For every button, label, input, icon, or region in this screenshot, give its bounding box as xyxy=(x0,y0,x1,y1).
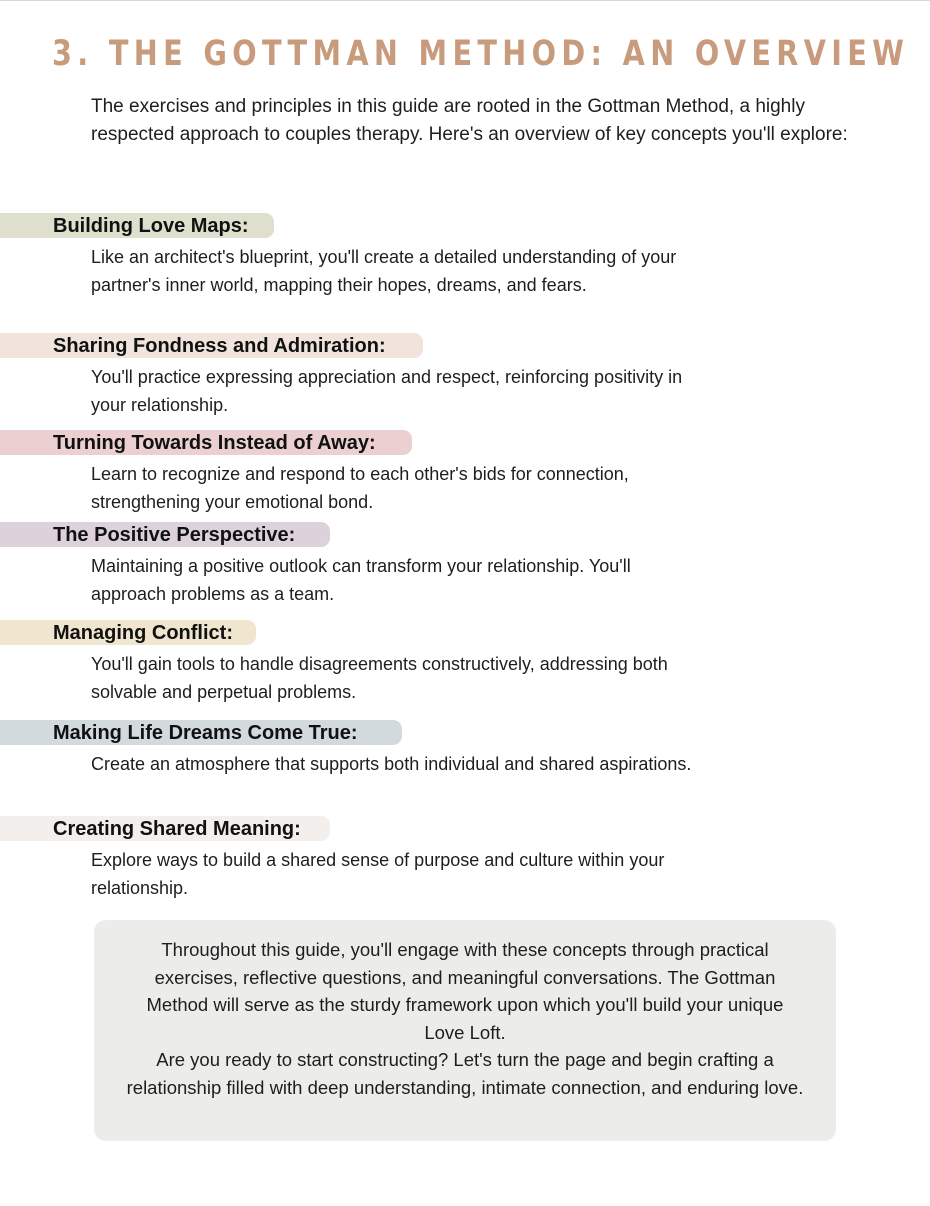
section-text: Maintaining a positive outlook can transform your relationship. You'll approach problems as a team. xyxy=(91,556,631,604)
section-turning-towards xyxy=(0,429,760,516)
section-heading: Building Love Maps: xyxy=(53,215,249,237)
section-text: You'll gain tools to handle disagreements constructively, addressing both solvable and perpetual problems. xyxy=(91,654,668,702)
section-life-dreams xyxy=(0,719,760,778)
section-managing-conflict xyxy=(0,619,760,706)
section-heading: Managing Conflict: xyxy=(53,622,233,644)
section-text: Learn to recognize and respond to each other's bids for connection, strengthening your emotional bond. xyxy=(91,464,629,512)
section-text: You'll practice expressing appreciation and respect, reinforcing positivity in your relationship. xyxy=(91,367,683,415)
closing-paragraph-1: Throughout this guide, you'll engage with these concepts through practical exercises, reflective questions, and meaningful conversations. The Gottman Method will serve as the sturdy framework upon which you'll build your unique Love Loft. xyxy=(146,939,784,1043)
top-divider xyxy=(0,0,930,1)
section-heading: Turning Towards Instead of Away: xyxy=(53,432,376,454)
section-positive-perspective xyxy=(0,521,760,608)
section-text: Like an architect's blueprint, you'll create a detailed understanding of your partner's inner world, mapping their hopes, dreams, and fears. xyxy=(91,247,677,295)
section-heading: Making Life Dreams Come True: xyxy=(53,722,358,744)
section-building-love-maps xyxy=(0,212,760,299)
section-heading: The Positive Perspective: xyxy=(53,524,296,546)
intro-paragraph: The exercises and principles in this guide are rooted in the Gottman Method, a highly respected approach to couples therapy. Here's an overview of key concepts you'll explore: xyxy=(91,96,848,145)
section-text: Create an atmosphere that supports both individual and shared aspirations. xyxy=(91,754,692,774)
section-shared-meaning xyxy=(0,815,760,902)
section-text: Explore ways to build a shared sense of purpose and culture within your relationship. xyxy=(91,850,665,898)
section-sharing-fondness xyxy=(0,332,760,419)
page-title: 3. THE GOTTMAN METHOD: AN OVERVIEW xyxy=(52,34,910,74)
section-heading: Sharing Fondness and Admiration: xyxy=(53,335,386,357)
section-heading: Creating Shared Meaning: xyxy=(53,818,301,840)
closing-paragraph-2: Are you ready to start constructing? Let's turn the page and begin crafting a relationship filled with deep understanding, intimate connection, and enduring love. xyxy=(126,1049,804,1098)
closing-callout-box xyxy=(94,920,836,1141)
